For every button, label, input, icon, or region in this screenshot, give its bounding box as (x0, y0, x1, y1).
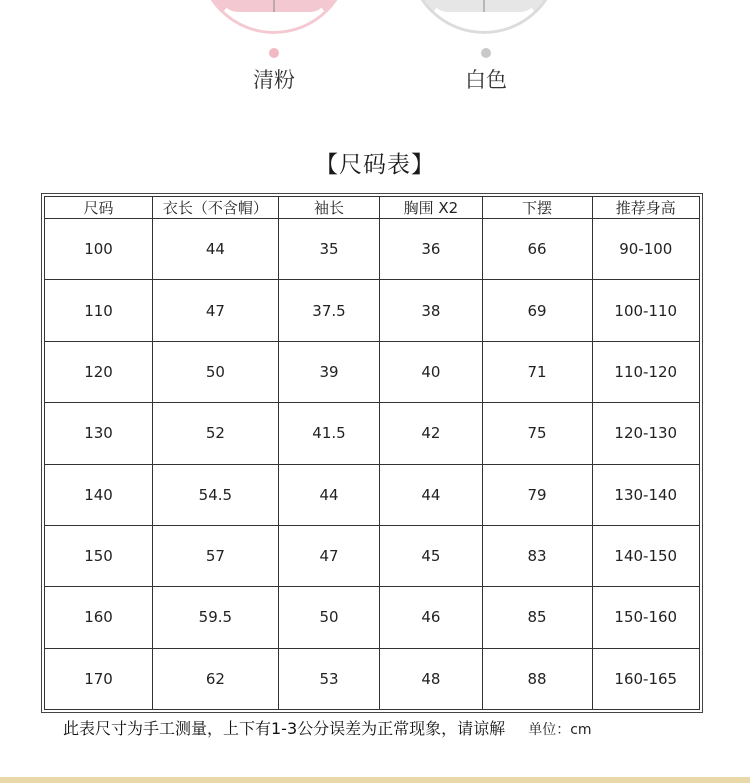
cell-size: 150 (45, 525, 153, 586)
size-chart-title: 【尺码表】 (315, 152, 435, 178)
swatch-ring (408, 0, 560, 34)
cell-chest: 45 (380, 525, 482, 586)
cell-length: 47 (153, 280, 279, 341)
cell-hem: 66 (482, 219, 592, 280)
cell-chest: 38 (380, 280, 482, 341)
cell-length: 52 (153, 403, 279, 464)
cell-height: 130-140 (592, 464, 699, 525)
header-hem: 下摆 (482, 197, 592, 219)
cell-height: 150-160 (592, 587, 699, 648)
cell-hem: 88 (482, 648, 592, 709)
cell-height: 120-130 (592, 403, 699, 464)
cell-hem: 79 (482, 464, 592, 525)
cell-chest: 46 (380, 587, 482, 648)
cell-size: 170 (45, 648, 153, 709)
cell-size: 160 (45, 587, 153, 648)
header-chest: 胸围 X2 (380, 197, 482, 219)
cell-sleeve: 53 (278, 648, 380, 709)
header-size: 尺码 (45, 197, 153, 219)
table-row (45, 648, 700, 709)
cell-sleeve: 50 (278, 587, 380, 648)
cell-size: 120 (45, 341, 153, 402)
table-row (45, 587, 700, 648)
unit-label: 单位：cm (528, 722, 592, 738)
pink-color-swatch[interactable] (198, 0, 350, 34)
cell-hem: 83 (482, 525, 592, 586)
cell-size: 100 (45, 219, 153, 280)
bottom-divider (0, 777, 750, 783)
cell-size: 140 (45, 464, 153, 525)
cell-sleeve: 35 (278, 219, 380, 280)
cell-length: 62 (153, 648, 279, 709)
table-row (45, 403, 700, 464)
color-label-pink: 清粉 (253, 68, 295, 92)
cell-height: 90-100 (592, 219, 699, 280)
cell-hem: 69 (482, 280, 592, 341)
white-color-swatch[interactable] (408, 0, 560, 34)
cell-height: 160-165 (592, 648, 699, 709)
table-row (45, 525, 700, 586)
size-chart-table (41, 193, 703, 713)
cell-hem: 71 (482, 341, 592, 402)
header-height: 推荐身高 (592, 197, 699, 219)
cell-length: 57 (153, 525, 279, 586)
color-label-white: 白色 (465, 68, 507, 92)
table-row (45, 464, 700, 525)
measurement-footnote (63, 716, 592, 739)
cell-sleeve: 41.5 (278, 403, 380, 464)
cell-hem: 75 (482, 403, 592, 464)
cell-size: 110 (45, 280, 153, 341)
cell-chest: 40 (380, 341, 482, 402)
table-header-row (45, 197, 700, 219)
cell-height: 110-120 (592, 341, 699, 402)
cell-length: 50 (153, 341, 279, 402)
cell-length: 44 (153, 219, 279, 280)
white-color-dot (481, 48, 491, 58)
cell-length: 54.5 (153, 464, 279, 525)
table-row (45, 341, 700, 402)
table-row (45, 219, 700, 280)
pink-color-dot (269, 48, 279, 58)
table-row (45, 280, 700, 341)
cell-chest: 44 (380, 464, 482, 525)
swatch-ring (198, 0, 350, 34)
cell-hem: 85 (482, 587, 592, 648)
cell-chest: 48 (380, 648, 482, 709)
cell-sleeve: 37.5 (278, 280, 380, 341)
cell-sleeve: 39 (278, 341, 380, 402)
cell-length: 59.5 (153, 587, 279, 648)
cell-chest: 36 (380, 219, 482, 280)
header-sleeve: 袖长 (278, 197, 380, 219)
header-length: 衣长（不含帽） (153, 197, 279, 219)
cell-sleeve: 44 (278, 464, 380, 525)
cell-sleeve: 47 (278, 525, 380, 586)
cell-size: 130 (45, 403, 153, 464)
footnote-text: 此表尺寸为手工测量，上下有1-3公分误差为正常现象，请谅解 (63, 719, 506, 738)
cell-height: 100-110 (592, 280, 699, 341)
cell-chest: 42 (380, 403, 482, 464)
cell-height: 140-150 (592, 525, 699, 586)
